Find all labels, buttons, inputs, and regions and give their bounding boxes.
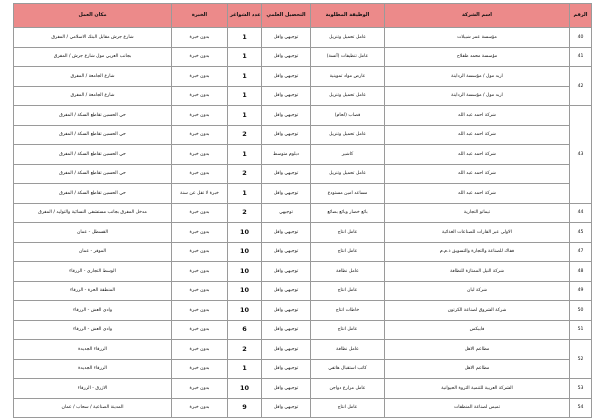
cell-job: عامل تحميل وتنزيل <box>311 164 385 184</box>
cell-seq: 54 <box>570 398 592 418</box>
cell-seq: 40 <box>570 28 592 48</box>
table-row <box>14 242 592 262</box>
cell-workplace: حي الحسين تقاطع السكة / المفرق <box>14 145 172 165</box>
table-row <box>14 184 592 204</box>
cell-education: توجيهي واقل <box>262 398 311 418</box>
cell-company: شركة احمد عبد الله <box>385 125 570 145</box>
cell-education: توجيهي واقل <box>262 67 311 87</box>
table-row <box>14 359 592 379</box>
cell-experience: بدون خبرة <box>172 320 228 340</box>
cell-experience: بدون خبرة <box>172 359 228 379</box>
table-row <box>14 28 592 48</box>
cell-job: عارض مواد تموينية <box>311 67 385 87</box>
table-row <box>14 398 592 418</box>
cell-education: توجيهي واقل <box>262 242 311 262</box>
cell-experience: بدون خبرة <box>172 340 228 360</box>
cell-experience: بدون خبرة <box>172 379 228 399</box>
cell-workplace: الزرقاء الجديدة <box>14 340 172 360</box>
cell-vacancies: 6 <box>228 320 262 340</box>
table-row <box>14 379 592 399</box>
cell-education: توجيهي واقل <box>262 125 311 145</box>
cell-vacancies: 10 <box>228 262 262 282</box>
cell-job: قصاب (لحام) <box>311 106 385 126</box>
cell-vacancies: 1 <box>228 67 262 87</box>
cell-education: توجيهي واقل <box>262 262 311 282</box>
header-vacancies: عدد الشواغر <box>228 4 262 28</box>
cell-job: عامل انتاج <box>311 242 385 262</box>
cell-workplace: الزرقاء الجديدة <box>14 359 172 379</box>
table-row <box>14 262 592 282</box>
cell-job: عامل انتاج <box>311 281 385 301</box>
cell-experience: بدون خبرة <box>172 86 228 106</box>
cell-vacancies: 2 <box>228 164 262 184</box>
cell-workplace: وادي العش - الزرقاء <box>14 301 172 321</box>
cell-job: عامل انتاج <box>311 223 385 243</box>
cell-experience: خبرة لا تقل عن سنة <box>172 184 228 204</box>
cell-job: عامل تحميل وتنزيل <box>311 86 385 106</box>
cell-seq: 44 <box>570 203 592 223</box>
cell-experience: بدون خبرة <box>172 262 228 282</box>
vacancies-table <box>13 3 592 418</box>
cell-vacancies: 10 <box>228 242 262 262</box>
cell-education: توجيهي واقل <box>262 340 311 360</box>
cell-seq: 51 <box>570 320 592 340</box>
table-row <box>14 106 592 126</box>
table-row <box>14 145 592 165</box>
cell-workplace: شارع الجامعة / المفرق <box>14 86 172 106</box>
table-row <box>14 47 592 67</box>
cell-education: توجيهي واقل <box>262 223 311 243</box>
cell-vacancies: 1 <box>228 47 262 67</box>
cell-workplace: القسطل - عمان <box>14 223 172 243</box>
cell-education: دبلوم متوسط <box>262 145 311 165</box>
cell-job: خاطات انتاج <box>311 301 385 321</box>
table-row <box>14 320 592 340</box>
cell-company: فابيكس <box>385 320 570 340</box>
cell-seq: 50 <box>570 301 592 321</box>
cell-experience: بدون خبرة <box>172 28 228 48</box>
cell-experience: بدون خبرة <box>172 398 228 418</box>
cell-experience: بدون خبرة <box>172 164 228 184</box>
cell-workplace: المنطقة الحرة - الزرقاء <box>14 281 172 301</box>
cell-education: توجيهي واقل <box>262 359 311 379</box>
cell-workplace: وادي العش - الزرقاء <box>14 320 172 340</box>
cell-job: كاشير <box>311 145 385 165</box>
cell-vacancies: 2 <box>228 340 262 360</box>
header-job: الوظيفة المطلوبة <box>311 4 385 28</box>
cell-vacancies: 9 <box>228 398 262 418</box>
cell-job: عامل تنظيفات (آنسة) <box>311 47 385 67</box>
job-vacancies-sheet <box>13 3 591 417</box>
table-row <box>14 164 592 184</box>
cell-job: بائع خضار وبائع بضائع <box>311 203 385 223</box>
cell-job: كاتب استقبال هاتفي <box>311 359 385 379</box>
cell-seq: 48 <box>570 262 592 282</box>
cell-experience: بدون خبرة <box>172 223 228 243</box>
cell-vacancies: 1 <box>228 184 262 204</box>
cell-job: عامل مزارع دواجن <box>311 379 385 399</box>
cell-workplace: شارع الجامعة / المفرق <box>14 67 172 87</box>
cell-workplace: المدينة الصناعية / سحاب / عمان <box>14 398 172 418</box>
table-row <box>14 223 592 243</box>
table-header-row <box>14 4 592 28</box>
cell-workplace: مدخل المفرق بجانب مستشفى النسائية والتوليد / المفرق <box>14 203 172 223</box>
cell-company: شركة احمد عبد الله <box>385 164 570 184</box>
cell-education: توجيهي واقل <box>262 184 311 204</box>
cell-vacancies: 2 <box>228 125 262 145</box>
cell-vacancies: 10 <box>228 223 262 243</box>
cell-education: توجيهي واقل <box>262 86 311 106</box>
cell-experience: بدون خبرة <box>172 125 228 145</box>
cell-seq: 41 <box>570 47 592 67</box>
table-row <box>14 125 592 145</box>
cell-workplace: حي الحسين تقاطع السكة / المفرق <box>14 106 172 126</box>
header-workplace: مكان العمل <box>14 4 172 28</box>
cell-job: عامل تحميل وتنزيل <box>311 125 385 145</box>
table-row <box>14 281 592 301</box>
cell-education: توجيهي واقل <box>262 164 311 184</box>
cell-workplace: بجانب العربي مول شارع جرش / المفرق <box>14 47 172 67</box>
cell-company: شركة لبان <box>385 281 570 301</box>
table-row <box>14 86 592 106</box>
cell-seq: 53 <box>570 379 592 399</box>
cell-company: مؤسسة محمد ظفلاح <box>385 47 570 67</box>
cell-company: مؤسسة عمر شيبلات <box>385 28 570 48</box>
cell-company: تميس لصناعة المنظفات <box>385 398 570 418</box>
cell-company: شركة النيل الممتازة للنظافة <box>385 262 570 282</box>
cell-company: اربد مول / مؤسسة الرداينة <box>385 67 570 87</box>
cell-seq: 47 <box>570 242 592 262</box>
cell-workplace: حي الحسين تقاطع السكة / المفرق <box>14 125 172 145</box>
cell-education: توجيهي واقل <box>262 281 311 301</box>
cell-education: توجيهي واقل <box>262 28 311 48</box>
cell-vacancies: 1 <box>228 86 262 106</box>
cell-workplace: الازرق - الزرقاء <box>14 379 172 399</box>
cell-experience: بدون خبرة <box>172 203 228 223</box>
cell-education: توجيهي واقل <box>262 106 311 126</box>
cell-experience: بدون خبرة <box>172 301 228 321</box>
cell-company: اربد مول / مؤسسة الرداينة <box>385 86 570 106</box>
cell-workplace: الوسط التجاري - الزرقاء <box>14 262 172 282</box>
cell-company: شركة احمد عبد الله <box>385 106 570 126</box>
table-row <box>14 67 592 87</box>
cell-workplace: الموقر - عمان <box>14 242 172 262</box>
cell-seq: 42 <box>570 67 592 106</box>
table-row <box>14 340 592 360</box>
cell-workplace: حي الحسين تقاطع السكة / المفرق <box>14 184 172 204</box>
cell-job: عامل انتاج <box>311 398 385 418</box>
cell-experience: بدون خبرة <box>172 106 228 126</box>
cell-company: شركة احمد عبد الله <box>385 184 570 204</box>
cell-company: شركة احمد عبد الله <box>385 145 570 165</box>
cell-education: توجيهي واقل <box>262 47 311 67</box>
cell-company: ففاك للصناعة والتجارة والتسويق ذ.م.م <box>385 242 570 262</box>
cell-vacancies: 1 <box>228 28 262 48</box>
cell-job: عامل نظافة <box>311 340 385 360</box>
cell-company: مطاعم الاهل <box>385 359 570 379</box>
cell-experience: بدون خبرة <box>172 281 228 301</box>
table-row <box>14 203 592 223</box>
cell-vacancies: 1 <box>228 359 262 379</box>
cell-experience: بدون خبرة <box>172 242 228 262</box>
table-row <box>14 301 592 321</box>
cell-vacancies: 1 <box>228 106 262 126</box>
header-education: التحصيل العلمي <box>262 4 311 28</box>
cell-education: توجيهي واقل <box>262 301 311 321</box>
header-experience: الخبرة <box>172 4 228 28</box>
cell-experience: بدون خبرة <box>172 47 228 67</box>
cell-workplace: حي الحسين تقاطع السكة / المفرق <box>14 164 172 184</box>
cell-vacancies: 10 <box>228 379 262 399</box>
cell-seq: 43 <box>570 106 592 204</box>
cell-experience: بدون خبرة <box>172 67 228 87</box>
cell-experience: بدون خبرة <box>172 145 228 165</box>
cell-education: توجيهي واقل <box>262 320 311 340</box>
cell-seq: 52 <box>570 340 592 379</box>
cell-vacancies: 1 <box>228 145 262 165</box>
cell-company: تيماتو التجارية <box>385 203 570 223</box>
cell-vacancies: 10 <box>228 281 262 301</box>
cell-seq: 45 <box>570 223 592 243</box>
cell-seq: 49 <box>570 281 592 301</box>
cell-vacancies: 2 <box>228 203 262 223</box>
cell-company: مطاعم الاهل <box>385 340 570 360</box>
cell-education: توجيهي <box>262 203 311 223</box>
cell-job: عامل تحميل وتنزيل <box>311 28 385 48</box>
header-company: اسم الشركة <box>385 4 570 28</box>
cell-job: عامل نظافة <box>311 262 385 282</box>
cell-company: شركة الشروق لصناعة الكرتون <box>385 301 570 321</box>
cell-job: عامل انتاج <box>311 320 385 340</box>
cell-company: الاولى عبر القارات للصناعات الغذائية <box>385 223 570 243</box>
header-seq: الرقم <box>570 4 592 28</box>
cell-vacancies: 10 <box>228 301 262 321</box>
cell-education: توجيهي واقل <box>262 379 311 399</box>
cell-workplace: شارع جرش مقابل البنك الاسلامي / المفرق <box>14 28 172 48</box>
cell-job: مساعد امين مستودع <box>311 184 385 204</box>
cell-company: الشركة العربية للتنمية الثروة الحيوانية <box>385 379 570 399</box>
